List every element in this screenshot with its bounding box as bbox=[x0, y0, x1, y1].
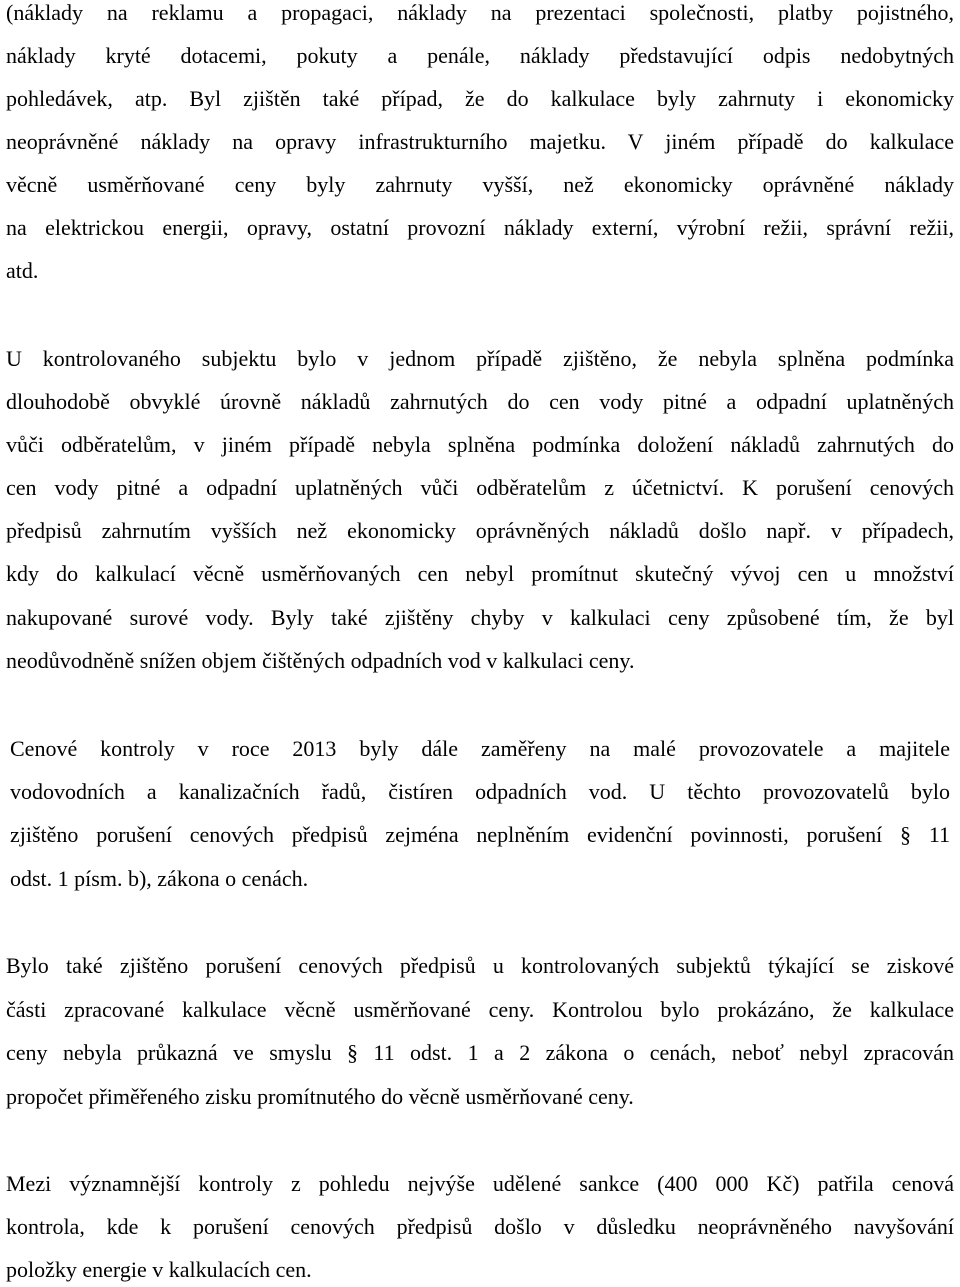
text-line: neoprávněné náklady na opravy infrastrukturního majetku. V jiném případě do kalkulace bbox=[6, 129, 954, 154]
text-line: odst. 1 písm. b), zákona o cenách. bbox=[10, 866, 309, 891]
text-line: cen vody pitné a odpadní uplatněných vůči odběratelům z účetnictví. K porušení cenových bbox=[6, 475, 954, 500]
text-line: Bylo také zjištěno porušení cenových předpisů u kontrolovaných subjektů týkající se ziskové bbox=[6, 953, 954, 978]
text-line: předpisů zahrnutím vyšších než ekonomicky oprávněných nákladů došlo např. v případech, bbox=[6, 518, 954, 543]
text-line: na elektrickou energii, opravy, ostatní provozní náklady externí, výrobní režii, správní režii, bbox=[6, 215, 954, 240]
text-line: U kontrolovaného subjektu bylo v jednom případě zjištěno, že nebyla splněna podmínka bbox=[6, 346, 954, 371]
text-line: zjištěno porušení cenových předpisů zejména neplněním evidenční povinnosti, porušení § 11 bbox=[10, 822, 950, 847]
text-line: atd. bbox=[6, 258, 39, 283]
text-line: propočet přiměřeného zisku promítnutého do věcně usměrňované ceny. bbox=[6, 1084, 634, 1109]
text-line: kdy do kalkulací věcně usměrňovaných cen nebyl promítnut skutečný vývoj cen u množství bbox=[6, 561, 954, 586]
text-line: Mezi významnější kontroly z pohledu nejvýše udělené sankce (400 000 Kč) patřila cenová bbox=[6, 1171, 954, 1196]
text-line: věcně usměrňované ceny byly zahrnuty vyšší, než ekonomicky oprávněné náklady bbox=[6, 172, 954, 197]
text-line: nakupované surové vody. Byly také zjištěny chyby v kalkulaci ceny způsobené tím, že byl bbox=[6, 605, 954, 630]
text-line: kontrola, kde k porušení cenových předpisů došlo v důsledku neoprávněného navyšování bbox=[6, 1214, 954, 1239]
text-line: náklady kryté dotacemi, pokuty a penále, náklady představující odpis nedobytných bbox=[6, 43, 954, 68]
text-line: neodůvodněně snížen objem čištěných odpadních vod v kalkulaci ceny. bbox=[6, 648, 635, 673]
text-line: ceny nebyla průkazná ve smyslu § 11 odst. 1 a 2 zákona o cenách, neboť nebyl zpracován bbox=[6, 1040, 954, 1065]
text-line: (náklady na reklamu a propagaci, náklady na prezentaci společnosti, platby pojistného, bbox=[6, 0, 954, 25]
text-line: položky energie v kalkulacích cen. bbox=[6, 1257, 312, 1282]
text-line: vůči odběratelům, v jiném případě nebyla splněna podmínka doložení nákladů zahrnutých do bbox=[6, 432, 954, 457]
text-line: části zpracované kalkulace věcně usměrňované ceny. Kontrolou bylo prokázáno, že kalkulace bbox=[6, 997, 954, 1022]
text-line: pohledávek, atp. Byl zjištěn také případ, že do kalkulace byly zahrnuty i ekonomicky bbox=[6, 86, 954, 111]
text-line: vodovodních a kanalizačních řadů, čistíren odpadních vod. U těchto provozovatelů bylo bbox=[10, 779, 950, 804]
text-line: Cenové kontroly v roce 2013 byly dále zaměřeny na malé provozovatele a majitele bbox=[10, 736, 950, 761]
text-line: dlouhodobě obvyklé úrovně nákladů zahrnutých do cen vody pitné a odpadní uplatněných bbox=[6, 389, 954, 414]
